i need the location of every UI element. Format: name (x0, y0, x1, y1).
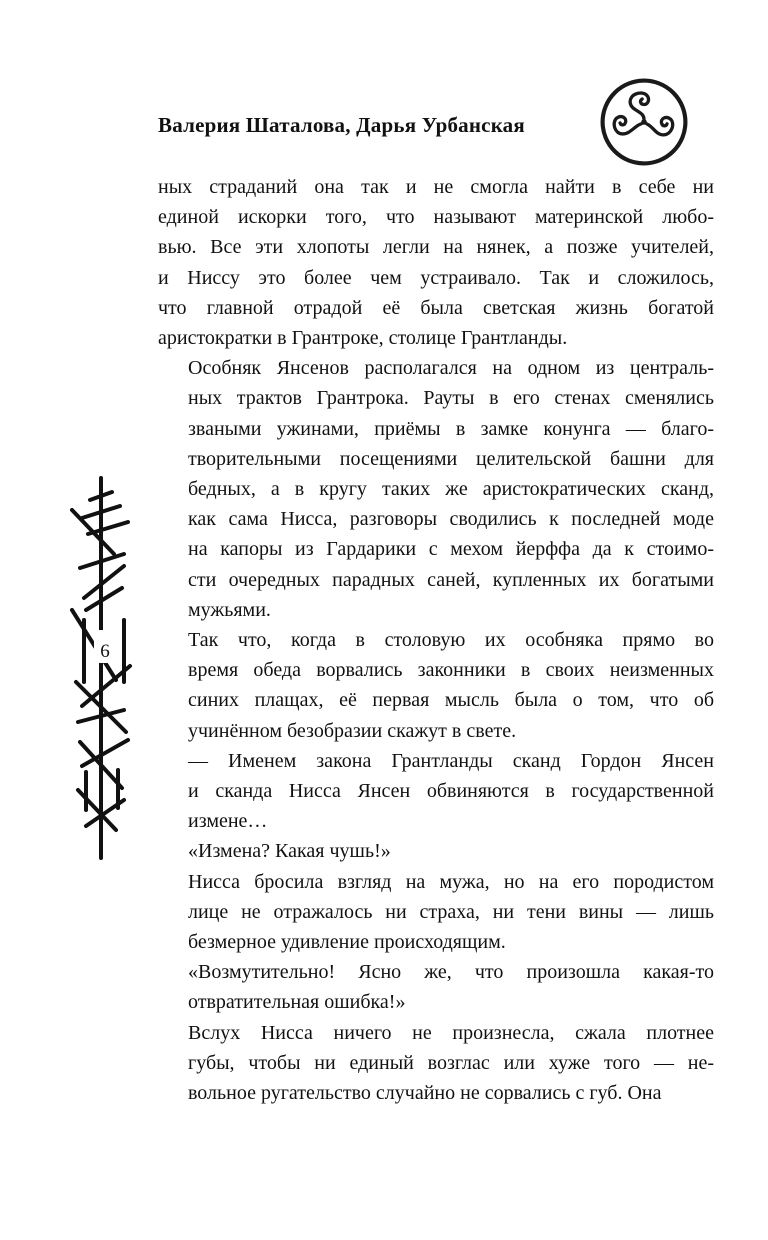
paragraph (158, 957, 714, 1017)
paragraph (158, 1018, 714, 1109)
text-line: синих плащах, её первая мысль была о том, что об (188, 689, 714, 712)
text-line: измене… (188, 810, 268, 833)
paragraph (158, 353, 714, 625)
text-line: «Возмутительно! Ясно же, что произошла какая-то (188, 961, 714, 984)
text-line: вью. Все эти хлопоты легли на нянек, а позже учителей, (158, 236, 714, 259)
text-line: Нисса бросила взгляд на мужа, но на его породистом (188, 870, 714, 893)
paragraph (158, 867, 714, 958)
text-line: — Именем закона Грантланды сканд Гордон Янсен (188, 749, 714, 772)
body-text (158, 172, 714, 1108)
running-head-authors: Валерия Шаталова, Дарья Урбанская (158, 113, 525, 137)
text-line: и сканда Нисса Янсен обвиняются в государственной (188, 780, 714, 803)
text-line: безмерное удивление происходящим. (188, 931, 506, 954)
text-line: мужьями. (188, 598, 271, 621)
text-line: вольное ругательство случайно не сорвались с губ. Она (188, 1082, 662, 1105)
page-number: 6 (94, 641, 116, 663)
text-line: Так что, когда в столовую их особняка прямо во (188, 629, 714, 652)
paragraph (158, 625, 714, 746)
paragraph (158, 836, 714, 866)
text-line: Особняк Янсенов располагался на одном из централь- (188, 357, 714, 380)
text-line: ных трактов Грантрока. Рауты в его стенах сменялись (188, 387, 714, 410)
text-line: сти очередных парадных саней, купленных их богатыми (188, 568, 714, 591)
text-line: отвратительная ошибка!» (188, 991, 406, 1014)
text-line: губы, чтобы ни единый возглас или хуже того — не- (188, 1051, 714, 1074)
text-line: «Измена? Какая чушь!» (188, 840, 391, 863)
text-line: зваными ужинами, приёмы в замке конунга — благо- (188, 417, 714, 440)
text-line: аристократки в Грантроке, столице Грантланды. (158, 327, 568, 350)
triskelion-emblem-icon (598, 76, 690, 168)
text-line: как сама Нисса, разговоры сводились к последней моде (188, 508, 714, 531)
paragraph (158, 746, 714, 837)
text-line: единой искорки того, что называют материнской любо- (158, 206, 714, 229)
runic-side-ornament (62, 470, 140, 865)
text-line: и Ниссу это более чем устраивало. Так и сложилось, (158, 266, 714, 289)
text-line: лице не отражалось ни страха, ни тени вины — лишь (188, 900, 714, 923)
text-line: ных страданий она так и не смогла найти в себе ни (158, 176, 714, 198)
text-line: творительными посещениями целительской башни для (188, 447, 714, 470)
text-line: время обеда ворвались законники в своих неизменных (188, 659, 714, 682)
text-line: на капоры из Гардарики с мехом йерффа да к стоимо- (188, 538, 714, 561)
text-line: Вслух Нисса ничего не произнесла, сжала плотнее (188, 1021, 714, 1044)
paragraph (158, 172, 714, 353)
text-line: учинённом безобразии скажут в свете. (188, 719, 517, 742)
text-line: бедных, а в кругу таких же аристократических сканд, (188, 478, 714, 501)
text-line: что главной отрадой её была светская жизнь богатой (158, 296, 714, 319)
